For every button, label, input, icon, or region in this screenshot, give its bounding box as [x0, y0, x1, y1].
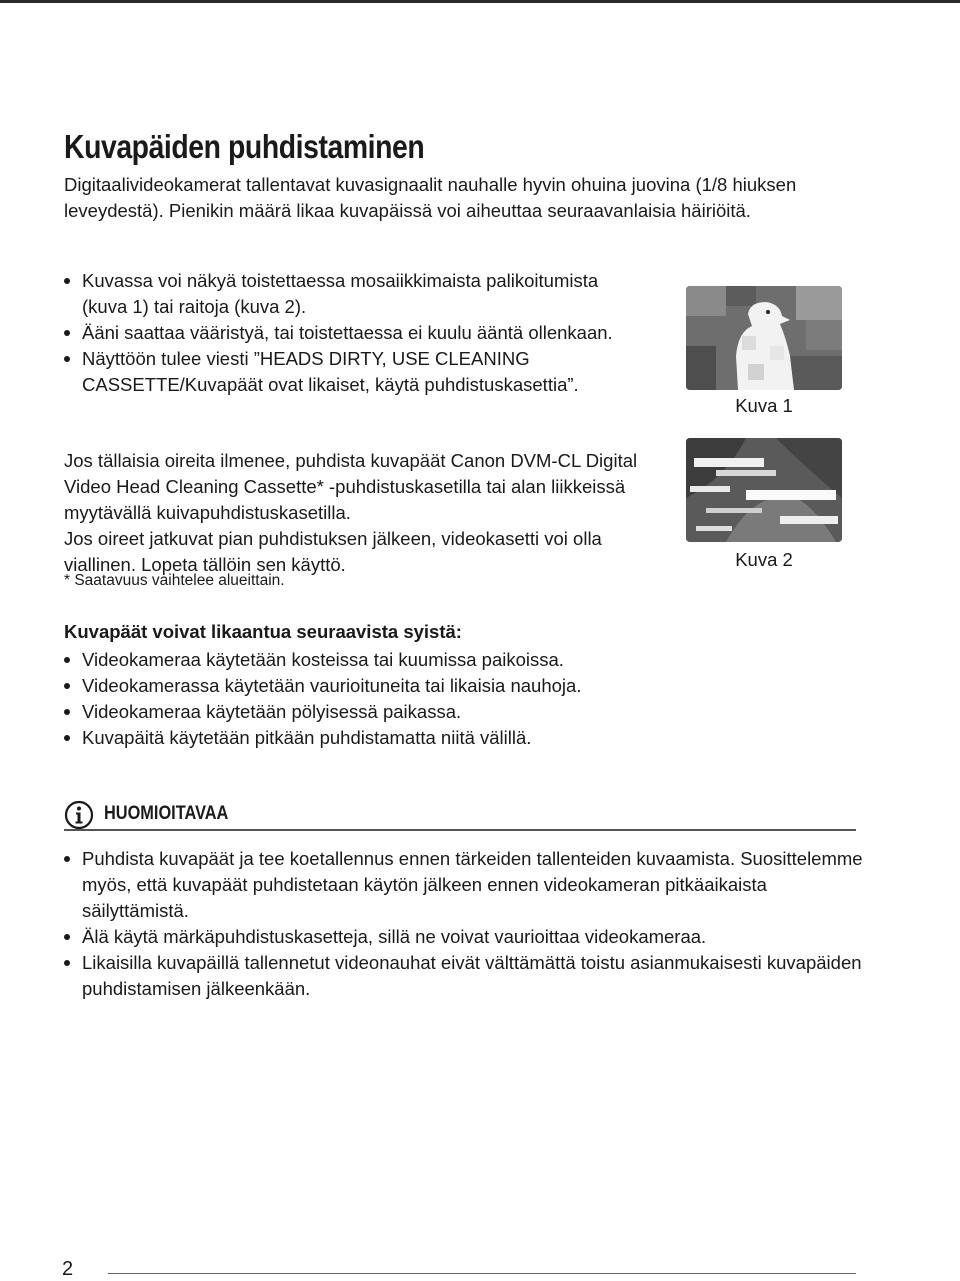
- list-item: Älä käytä märkäpuhdistuskasetteja, sillä ne voivat vaurioittaa videokameraa.: [64, 924, 864, 950]
- list-item: Puhdista kuvapäät ja tee koetallennus ennen tärkeiden tallenteiden kuvaamista. Suosittelemme myös, että kuvapäät puhdistetaan käytön jälkeen ennen videokameran pitkäaikaista säilyttämistä.: [64, 846, 864, 924]
- instruction-paragraph: Jos oireet jatkuvat pian puhdistuksen jälkeen, videokasetti voi olla viallinen. Lopeta tällöin sen käyttö.: [64, 528, 602, 575]
- list-item: Videokameraa käytetään kosteissa tai kuumissa paikoissa.: [64, 647, 764, 673]
- intro-paragraph: Digitaalivideokamerat tallentavat kuvasignaalit nauhalle hyvin ohuina juovina (1/8 hiuksen leveydestä). Pienikin määrä likaa kuvapäissä voi aiheuttaa seuraavanlaisia häiriöitä.: [64, 174, 797, 221]
- causes-heading: Kuvapäät voivat likaantua seuraavista syistä:: [64, 621, 462, 642]
- list-item: Ääni saattaa vääristyä, tai toistettaessa ei kuulu ääntä ollenkaan.: [64, 320, 624, 346]
- figure-2-stripes-image: [686, 438, 842, 542]
- page-title: Kuvapäiden puhdistaminen: [64, 128, 425, 165]
- mosaic-bird-illustration: [686, 286, 842, 390]
- list-item: Näyttöön tulee viesti ”HEADS DIRTY, USE CLEANING CASSETTE/Kuvapäät ovat likaiset, käytä puhdistuskasettia”.: [64, 346, 624, 398]
- top-border: [0, 0, 960, 3]
- info-icon: [64, 800, 94, 830]
- instruction-paragraph: Jos tällaisia oireita ilmenee, puhdista kuvapäät Canon DVM-CL Digital Video Head Cleaning Cassette* -puhdistuskasetilla tai alan liikkeissä myytävällä kuivapuhdistuskasetilla.: [64, 450, 638, 523]
- causes-list: [64, 647, 764, 751]
- symptom-list: [64, 268, 624, 398]
- notes-heading: HUOMIOITAVAA: [104, 803, 229, 824]
- list-item: Videokameraa käytetään pölyisessä paikassa.: [64, 699, 764, 725]
- figure-1-caption: Kuva 1: [735, 395, 793, 416]
- list-item: Kuvassa voi näkyä toistettaessa mosaiikkimaista palikoitumista (kuva 1) tai raitoja (kuva 2).: [64, 268, 624, 320]
- notes-list: [64, 846, 864, 1002]
- page-number: 2: [62, 1258, 74, 1280]
- list-item: Kuvapäitä käytetään pitkään puhdistamatta niitä välillä.: [64, 725, 764, 751]
- cleaning-instructions: [64, 448, 664, 578]
- figure-1-mosaic-image: [686, 286, 842, 390]
- list-item: Videokamerassa käytetään vaurioituneita tai likaisia nauhoja.: [64, 673, 764, 699]
- footnote: * Saatavuus vaihtelee alueittain.: [64, 572, 285, 589]
- striped-noise-illustration: [686, 438, 842, 542]
- footer-rule: [108, 1273, 856, 1274]
- list-item: Likaisilla kuvapäillä tallennetut videonauhat eivät välttämättä toistu asianmukaisesti kuvapäiden puhdistamisen jälkeenkään.: [64, 950, 864, 1002]
- notes-divider: [64, 829, 856, 831]
- figure-2-caption: Kuva 2: [735, 549, 793, 570]
